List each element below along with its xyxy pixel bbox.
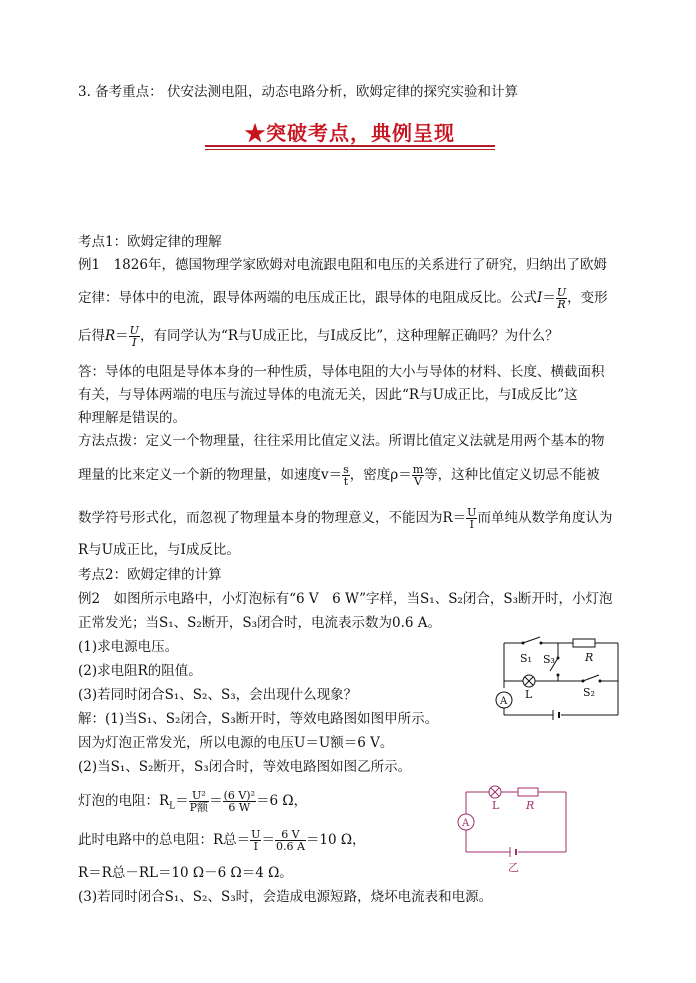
topic2-title: 考点2：欧姆定律的计算 xyxy=(78,567,222,583)
method-line1: 方法点拨：定义一个物理量，往往采用比值定义法。所谓比值定义法就是用两个基本的物 xyxy=(78,433,605,449)
example1-line3: 后得R＝ $\frac{U}{I}$ ，有同学认为“R与U成正比，与I成反比”，这种理解正确吗？为什么？ xyxy=(78,324,559,349)
label-s3: S₃ xyxy=(543,653,555,666)
example2-line1: 例2 如图所示电路中，小灯泡标有“6 V 6 W”字样，当S₁、S₂闭合，S₃断开时，小灯泡 xyxy=(78,591,613,607)
banner-underline-thin xyxy=(205,149,495,150)
solution-line7: (3)若同时闭合S₁、S₂、S₃时，会造成电源短路，烧坏电流表和电源。 xyxy=(78,889,493,905)
example1-line1: 例1 1826年，德国物理学家欧姆对电流跟电阻和电压的关系进行了研究，归纳出了欧姆 xyxy=(78,257,607,273)
circuit-diagram-main xyxy=(493,633,623,723)
example1-line2: 定律：导体中的电流，跟导体两端的电压成正比，跟导体的电阻成反比。公式I＝ $\frac{U}{R}$ ，变形 xyxy=(78,286,608,311)
label-l: L xyxy=(525,688,533,701)
topic1-title: 考点1：欧姆定律的理解 xyxy=(78,234,222,250)
solution-line1: 解：(1)当S₁、S₂闭合，S₃断开时，等效电路图如图甲所示。 xyxy=(78,711,439,727)
formula-fraction: $\frac{U}{R}$ xyxy=(556,286,567,311)
formula-fraction: $\frac{U}{I}$ xyxy=(129,324,139,349)
circuit-diagram-yi xyxy=(456,782,576,874)
question-1: (1)求电源电压。 xyxy=(78,639,179,655)
answer1-line3: 种理解是错误的。 xyxy=(78,410,186,426)
answer1-line2: 有关，与导体两端的电压与流过导体的电流无关，因此“R与U成正比，与I成反比”这 xyxy=(78,387,578,403)
label-r: R xyxy=(585,651,594,664)
method-line3: 数学符号形式化，而忽视了物理量本身的物理意义，不能因为R＝ $\frac{U}{I}$ 而单纯从数学角度认为 xyxy=(78,506,613,531)
answer1-line1: 答：导体的电阻是导体本身的一种性质，导体电阻的大小与导体的材料、长度、横截面积 xyxy=(78,364,605,380)
method-line2: 理量的比来定义一个新的物理量，如速度v＝ $\frac{s}{t}$ ，密度ρ＝ $\frac{m}{V}$ 等，这种比值定义切忌不能被 xyxy=(78,463,600,488)
method-line4: R与U成正比，与I成反比。 xyxy=(78,542,240,558)
label-a: A xyxy=(462,818,470,829)
resistor-r-symbol xyxy=(518,788,538,796)
label-s2: S₂ xyxy=(583,686,595,699)
switch-s1-blade xyxy=(523,637,540,643)
label-r: R xyxy=(526,799,535,812)
label-l: L xyxy=(492,799,500,812)
solution-line4: 灯泡的电阻：$R_L=$ $\frac{\text{U²}}{\text{P额}}$ ＝ $\frac{\text{(6 V)²}}{6 W}$ ＝6 Ω， xyxy=(78,789,308,814)
banner-underline xyxy=(205,145,495,147)
solution-line5: 此时电路中的总电阻：R总＝ $\frac{U}{I}$ ＝ $\frac{6 V}{0.6 A}$ ＝10 Ω， xyxy=(78,828,366,853)
solution-line3: (2)当S₁、S₂断开，S₃闭合时，等效电路图如图乙所示。 xyxy=(78,759,412,775)
solution-line6: R＝R总－RL＝10 Ω－6 Ω＝4 Ω。 xyxy=(78,865,293,881)
question-3: (3)若同时闭合S₁、S₂、S₃，会出现什么现象？ xyxy=(78,687,358,703)
question-2: (2)求电阻R的阻值。 xyxy=(78,663,202,679)
label-a: A xyxy=(500,696,508,707)
section-banner: ★突破考点，典例呈现 xyxy=(245,121,455,145)
exam-focus-line: 3. 备考重点： 伏安法测电阻，动态电路分析，欧姆定律的探究实验和计算 xyxy=(78,84,518,100)
label-s1: S₁ xyxy=(520,652,532,665)
solution-line2: 因为灯泡正常发光，所以电源的电压U＝U额＝6 V。 xyxy=(78,735,394,751)
example2-line2: 正常发光；当S₁、S₂断开，S₃闭合时，电流表示数为0.6 A。 xyxy=(78,615,441,631)
figure-label-yi: 乙 xyxy=(508,861,519,874)
switch-s2-blade xyxy=(583,675,599,681)
resistor-r-symbol xyxy=(573,639,595,647)
